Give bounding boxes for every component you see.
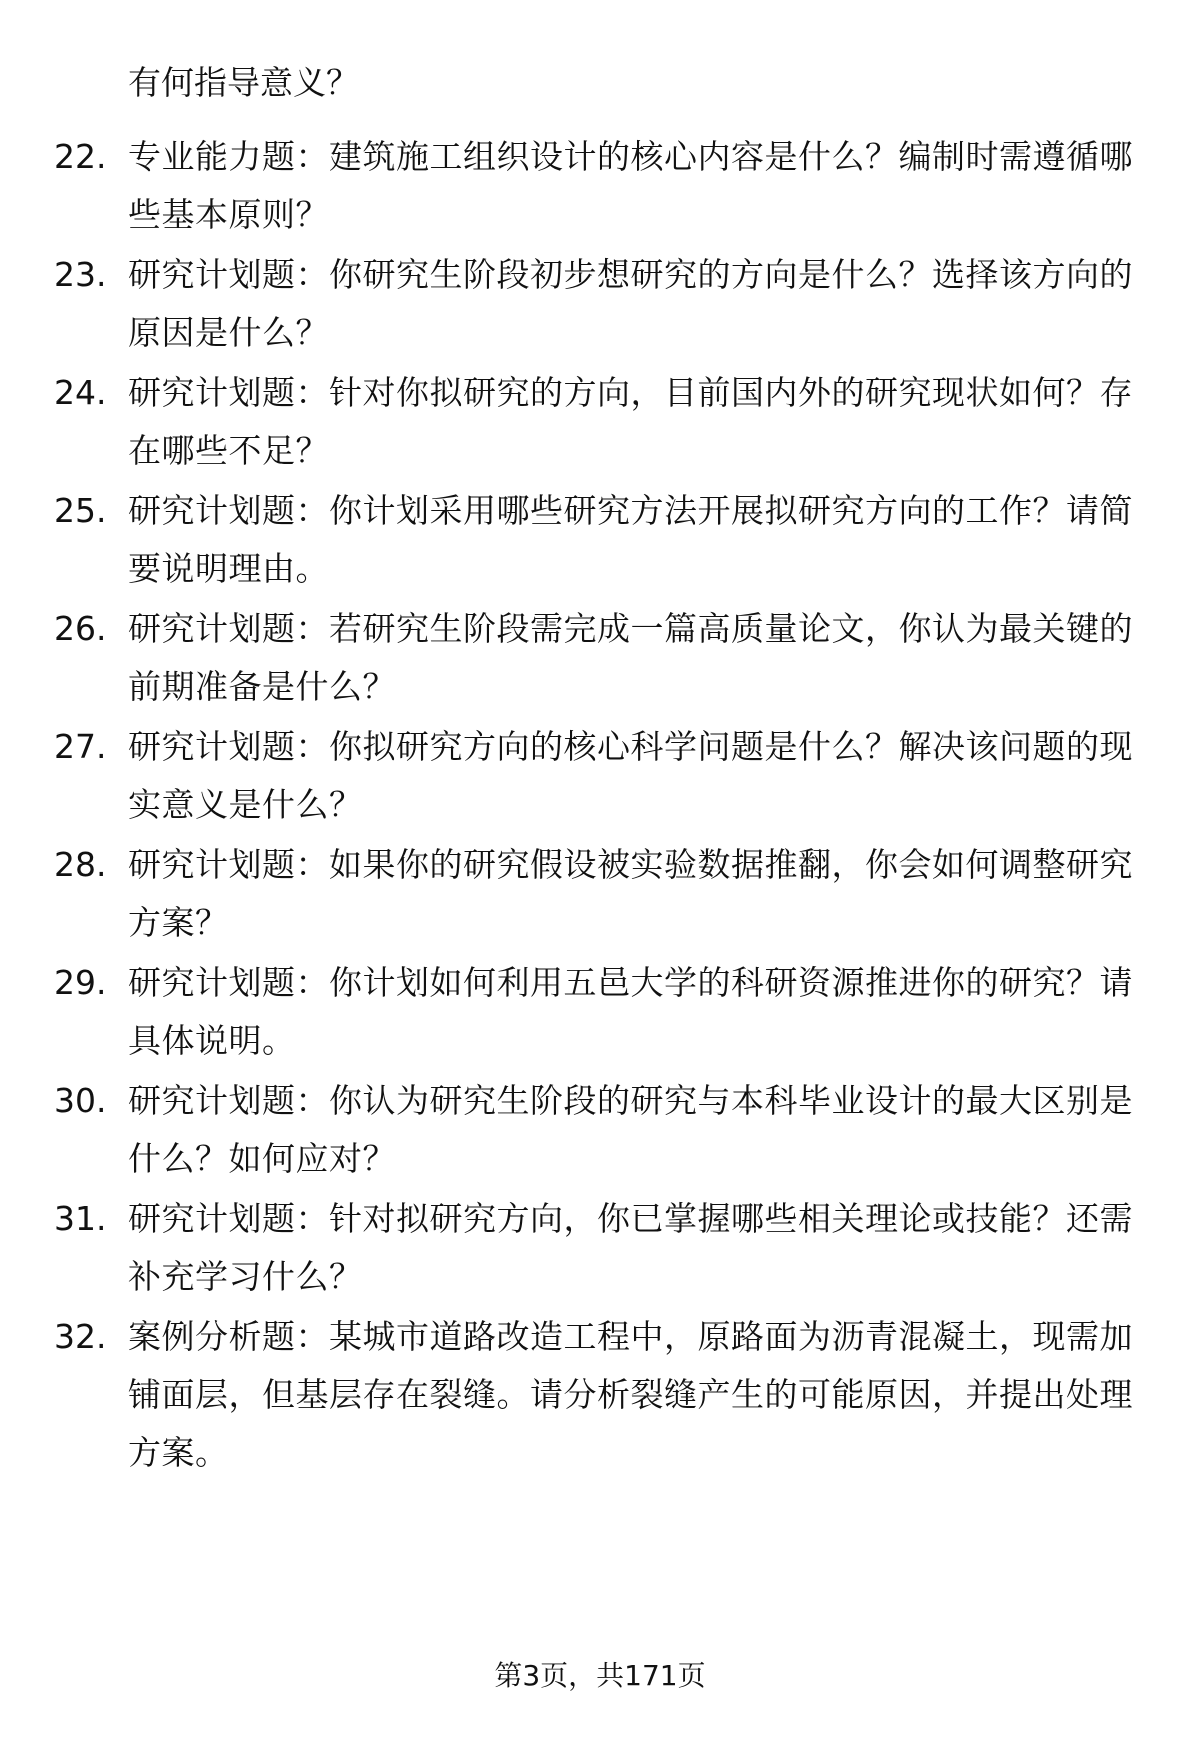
question-text: 研究计划题：你研究生阶段初步想研究的方向是什么？选择该方向的原因是什么？: [128, 255, 1133, 352]
question-text: 研究计划题：你拟研究方向的核心科学问题是什么？解决该问题的现实意义是什么？: [128, 727, 1133, 824]
question-item: [0, 128, 1200, 248]
question-text: 研究计划题：如果你的研究假设被实验数据推翻，你会如何调整研究方案？: [128, 845, 1133, 942]
question-text: 研究计划题：若研究生阶段需完成一篇高质量论文，你认为最关键的前期准备是什么？: [128, 609, 1133, 706]
continuation-text: 有何指导意义？: [128, 63, 359, 102]
question-text: 研究计划题：针对拟研究方向，你已掌握哪些相关理论或技能？还需补充学习什么？: [128, 1199, 1133, 1296]
question-item: [0, 954, 1200, 1074]
question-text: 研究计划题：你计划如何利用五邑大学的科研资源推进你的研究？请具体说明。: [128, 963, 1133, 1060]
question-text: 案例分析题：某城市道路改造工程中，原路面为沥青混凝土，现需加铺面层，但基层存在裂缝。请分析裂缝产生的可能原因，并提出处理方案。: [128, 1317, 1133, 1472]
question-item: [0, 1190, 1200, 1310]
question-item: [0, 364, 1200, 484]
question-number: 24.: [54, 373, 107, 412]
question-item: [0, 1072, 1200, 1192]
question-text: 研究计划题：你认为研究生阶段的研究与本科毕业设计的最大区别是什么？如何应对？: [128, 1081, 1133, 1178]
question-text: 研究计划题：针对你拟研究的方向，目前国内外的研究现状如何？存在哪些不足？: [128, 373, 1133, 470]
question-item: [0, 1308, 1200, 1488]
question-text: 研究计划题：你计划采用哪些研究方法开展拟研究方向的工作？请简要说明理由。: [128, 491, 1133, 588]
question-number: 25.: [54, 491, 107, 530]
question-item: [0, 836, 1200, 956]
page-footer: 第3页，共171页: [494, 1659, 706, 1692]
question-number: 28.: [54, 845, 107, 884]
question-number: 32.: [54, 1317, 107, 1356]
question-number: 23.: [54, 255, 107, 294]
question-item: [0, 718, 1200, 838]
question-text: 专业能力题：建筑施工组织设计的核心内容是什么？编制时需遵循哪些基本原则？: [128, 137, 1133, 234]
question-number: 26.: [54, 609, 107, 648]
question-item: [0, 600, 1200, 720]
question-number: 31.: [54, 1199, 107, 1238]
question-item: [0, 246, 1200, 366]
question-number: 22.: [54, 137, 107, 176]
question-number: 29.: [54, 963, 107, 1002]
question-number: 30.: [54, 1081, 107, 1120]
question-number: 27.: [54, 727, 107, 766]
question-item: [0, 482, 1200, 602]
